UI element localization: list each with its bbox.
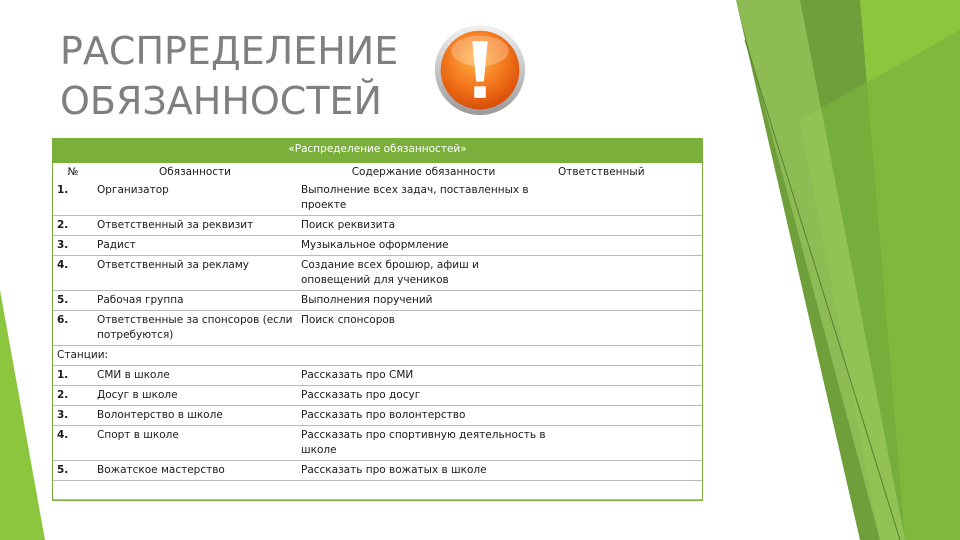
row-content: Рассказать про вожатых в школе <box>297 461 550 481</box>
responsibilities-table <box>52 138 703 501</box>
row-responsible <box>550 386 702 406</box>
table-caption: «Распределение обязанностей» <box>53 139 702 163</box>
row-content: Выполнение всех задач, поставленных в проекте <box>297 181 550 216</box>
row-responsible <box>550 426 702 461</box>
row-responsible <box>550 291 702 311</box>
station-row <box>53 366 702 386</box>
empty-row <box>53 481 702 500</box>
exclamation-alert-icon <box>432 22 528 118</box>
row-duty: Ответственные за спонсоров (если потребуются) <box>93 311 297 346</box>
title-line-1: РАСПРЕДЕЛЕНИЕ <box>60 29 399 73</box>
row-number: 4. <box>53 256 93 291</box>
table-caption-row <box>53 139 702 163</box>
header-num: № <box>67 166 79 178</box>
table-row <box>53 311 702 346</box>
row-duty: Ответственный за рекламу <box>93 256 297 291</box>
row-content: Создание всех брошюр, афиш и оповещений для учеников <box>297 256 550 291</box>
row-responsible <box>550 366 702 386</box>
row-responsible <box>550 406 702 426</box>
row-number: 6. <box>53 311 93 346</box>
page-title <box>60 26 398 126</box>
row-duty: Досуг в школе <box>93 386 297 406</box>
row-duty: Организатор <box>93 181 297 216</box>
empty-cell <box>53 481 702 500</box>
row-number: 2. <box>53 216 93 236</box>
deco-shape-left-corner <box>0 290 45 540</box>
row-duty: Радист <box>93 236 297 256</box>
row-content: Выполнения поручений <box>297 291 550 311</box>
row-duty: Ответственный за реквизит <box>93 216 297 236</box>
stations-label: Станции: <box>53 346 702 366</box>
row-duty: Волонтерство в школе <box>93 406 297 426</box>
row-number: 5. <box>53 461 93 481</box>
row-number: 5. <box>53 291 93 311</box>
row-responsible <box>550 216 702 236</box>
table-row <box>53 236 702 256</box>
table-header-row <box>53 163 702 181</box>
row-number: 1. <box>53 181 93 216</box>
row-duty: СМИ в школе <box>93 366 297 386</box>
station-row <box>53 426 702 461</box>
row-content: Поиск спонсоров <box>297 311 550 346</box>
row-duty: Вожатское мастерство <box>93 461 297 481</box>
row-duty: Рабочая группа <box>93 291 297 311</box>
row-responsible <box>550 311 702 346</box>
table-row <box>53 216 702 236</box>
station-row <box>53 461 702 481</box>
row-number: 1. <box>53 366 93 386</box>
row-responsible <box>550 181 702 216</box>
row-number: 3. <box>53 236 93 256</box>
row-duty: Спорт в школе <box>93 426 297 461</box>
table-row <box>53 291 702 311</box>
header-duty: Обязанности <box>159 166 231 178</box>
table-row <box>53 256 702 291</box>
row-content: Рассказать про СМИ <box>297 366 550 386</box>
row-responsible <box>550 256 702 291</box>
title-line-2: ОБЯЗАННОСТЕЙ <box>60 79 382 123</box>
row-number: 3. <box>53 406 93 426</box>
row-content: Рассказать про волонтерство <box>297 406 550 426</box>
row-number: 2. <box>53 386 93 406</box>
station-row <box>53 386 702 406</box>
row-content: Рассказать про досуг <box>297 386 550 406</box>
header-responsible: Ответственный <box>558 166 645 178</box>
station-row <box>53 406 702 426</box>
header-content: Содержание обязанности <box>351 166 496 178</box>
row-content: Музыкальное оформление <box>297 236 550 256</box>
row-number: 4. <box>53 426 93 461</box>
row-responsible <box>550 236 702 256</box>
row-responsible <box>550 461 702 481</box>
row-content: Рассказать про спортивную деятельность в школе <box>297 426 550 461</box>
stations-label-row <box>53 346 702 366</box>
row-content: Поиск реквизита <box>297 216 550 236</box>
table-row <box>53 181 702 216</box>
